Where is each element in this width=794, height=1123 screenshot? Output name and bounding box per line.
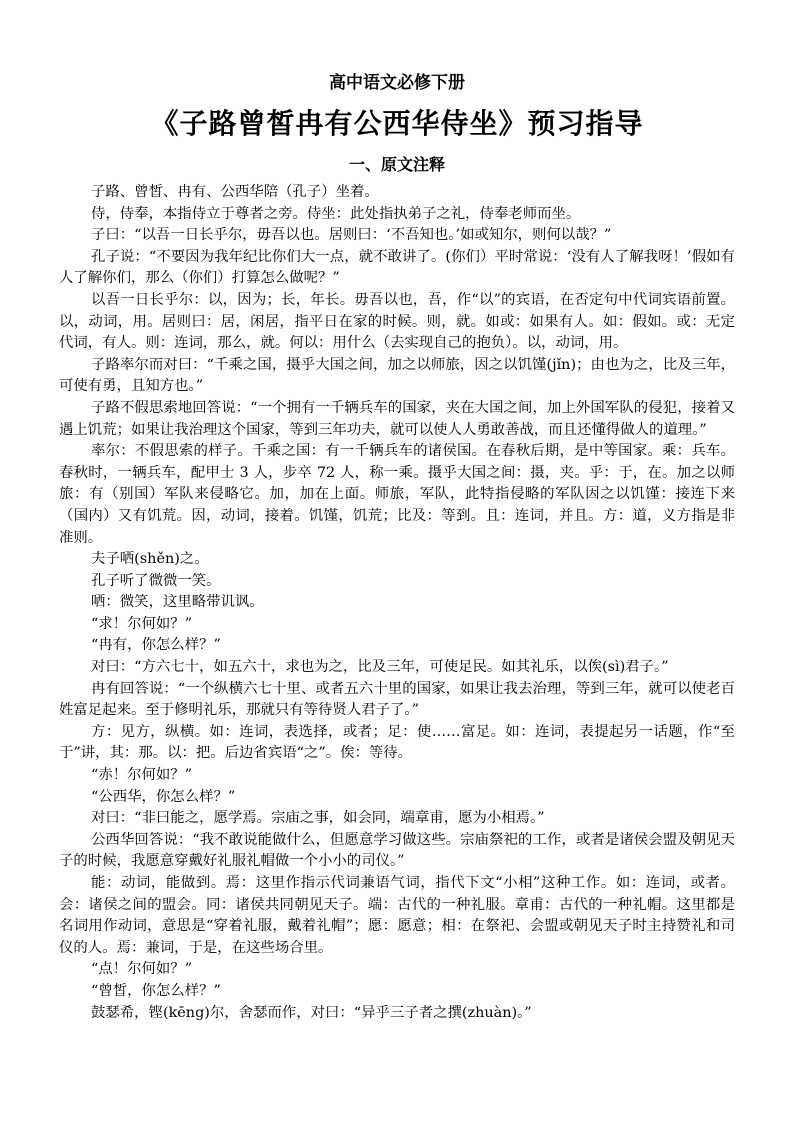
paragraph: 孔子说：“不要因为我年纪比你们大一点，就不敢讲了。(你们）平时常说：‘没有人了解我呀！’假如有人了解你们，那么（你们）打算怎么做呢？” [59,248,735,287]
paragraph: 对曰：“方六七十，如五六十，求也为之，比及三年，可使足民。如其礼乐，以俟(sì)君子。” [91,659,669,676]
paragraph: 子路不假思索地回答说：“一个拥有一千辆兵车的国家，夹在大国之间，加上外国军队的侵犯，接着又遇上饥荒；如果让我治理这个国家，等到三年功夫，就可以使人人勇敢善战，而且还懂得做人的道理。” [59,399,735,438]
paragraph: 哂：微笑，这里略带讥讽。 [91,594,264,611]
paragraph: 子路率尔而对曰：“千乘之国，摄乎大国之间，加之以师旅，因之以饥馑(jǐn)；由也为之，比及三年，可使有勇，且知方也。” [59,356,735,395]
paragraph: “赤！尔何如？” [91,767,193,784]
paragraph: 对曰：“非曰能之，愿学焉。宗庙之事，如会同，端章甫，愿为小相焉。” [91,810,545,827]
paragraph: “曾皙，你怎么样？” [91,982,221,999]
section-heading: 一、原文注释 [348,155,445,174]
paragraph: “公西华，你怎么样？” [91,788,236,805]
paragraph: 能：动词，能做到。焉：这里作指示代词兼语气词，指代下文“小相”这种工作。如：连词，或者。会：诸侯之间的盟会。同：诸侯共同朝见天子。端：古代的一种礼服。章甫：古代的一种礼帽。这里都是名词用作动词，意思是“穿着礼服，戴着礼帽”；愿：愿意；相：在祭祀、会盟或朝见天子时主持赞礼和司仪的人。焉：兼词，于是，在这些场合里。 [59,875,735,956]
paragraph: 侍，侍奉，本指侍立于尊者之旁。侍坐：此处指执弟子之礼，侍奉老师而坐。 [91,205,581,222]
paragraph: 以吾一日长乎尔：以，因为；长，年长。毋吾以也，吾，作“以”的宾语，在否定句中代词宾语前置。以，动词，用。居则曰：居，闲居，指平日在家的时候。则，就。如或：如果有人。如：假如。或：无定代词，有人。则：连词，那么，就。何以：用什么（去实现自己的抱负）。以，动词，用。 [59,291,735,352]
document-body [59,182,735,1024]
document-title: 《子路曾皙冉有公西华侍坐》预习指导 [150,107,644,140]
paragraph: 子路、曾皙、冉有、公西华陪（孔子）坐着。 [91,184,379,200]
paragraph: “点！尔何如？” [91,961,193,978]
paragraph: “求！尔何如？” [91,615,193,632]
paragraph: 方：见方，纵横。如：连词，表选择，或者；足：使……富足。如：连词，表提起另一话题，作“至于”讲，其：那。以：把。后边省宾语“之”。俟：等待。 [59,723,735,762]
document-subtitle: 高中语文必修下册 [329,73,465,93]
paragraph: 冉有回答说：“一个纵横六七十里、或者五六十里的国家，如果让我去治理，等到三年，就可以使老百姓富足起来。至于修明礼乐，那就只有等待贤人君子了。” [59,680,735,719]
paragraph: 率尔：不假思索的样子。千乘之国：有一千辆兵车的诸侯国。在春秋后期，是中等国家。乘：兵车。春秋时，一辆兵车，配甲士 3 人，步卒 72 人，称一乘。摄乎大国之间：摄，夹。乎：于，在。加之以师旅：有（别国）军队来侵略它。加，加在上面。师旅，军队，此特指侵略的军队因之以饥馑：接连下来（国内）又有饥荒。因，动词，接着。饥馑，饥荒；比及：等到。且：连词，并且。方：道，义方指是非准则。 [59,443,735,546]
paragraph: 夫子哂(shěn)之。 [91,551,209,568]
paragraph: 公西华回答说：“我不敢说能做什么，但愿意学习做这些。宗庙祭祀的工作，或者是诸侯会盟及朝见天子的时候，我愿意穿戴好礼服礼帽做一个小小的司仪。” [59,831,735,870]
paragraph: 孔子听了微微一笑。 [91,572,221,589]
paragraph: 鼓瑟希，铿(kēng)尔，舍瑟而作，对曰：“异乎三子者之撰(zhuàn)。” [91,1004,532,1021]
paragraph: 子曰：“以吾一日长乎尔，毋吾以也。居则曰：‘不吾知也。’如或知尔，则何以哉？” [91,227,612,244]
paragraph: “冉有，你怎么样？” [91,637,221,654]
